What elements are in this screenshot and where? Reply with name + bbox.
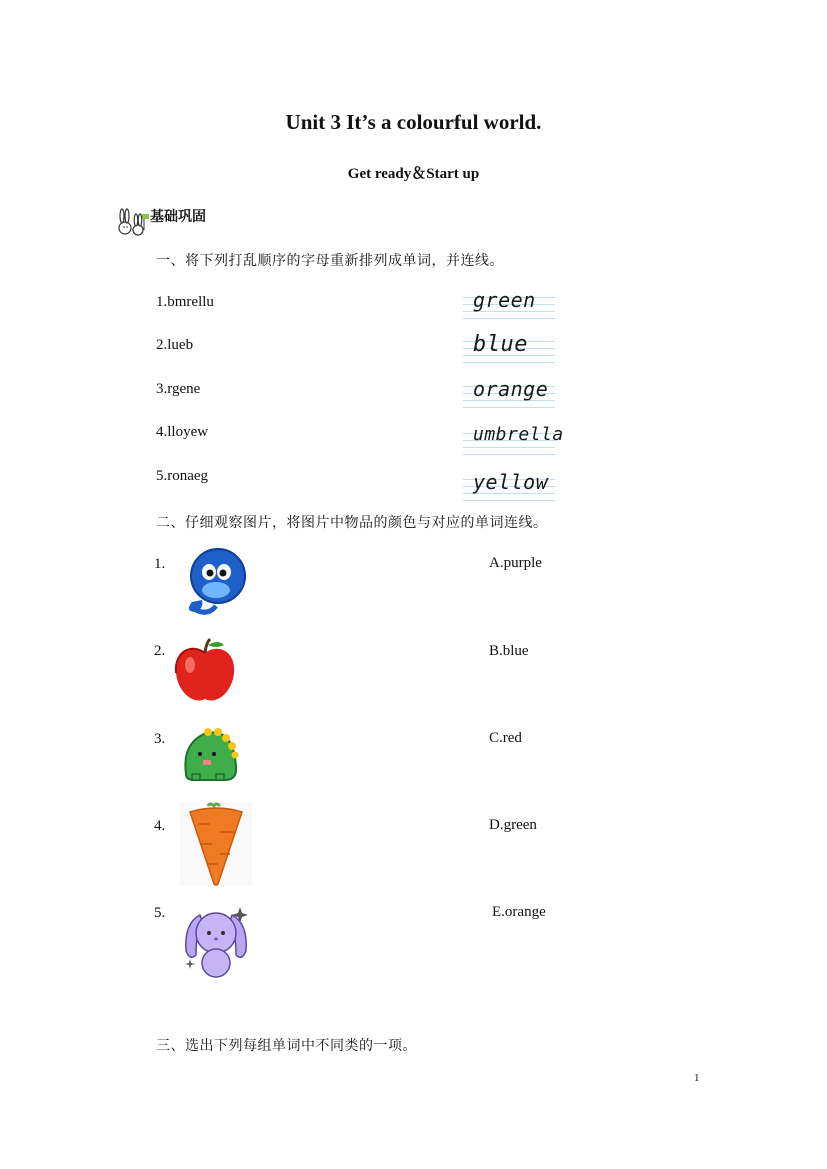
rabbits-icon xyxy=(116,206,150,238)
handwritten-word-card xyxy=(463,288,555,322)
q1-scrambled-word: 2.lueb xyxy=(156,337,194,353)
handwritten-word-card xyxy=(463,424,564,458)
q1-instruction: 一、将下列打乱顺序的字母重新排列成单词，并连线。 xyxy=(156,253,504,269)
apple-icon xyxy=(172,637,238,705)
q2-option: B.blue xyxy=(489,643,529,659)
section-label: 基础巩固 xyxy=(150,209,206,225)
handwritten-word: green xyxy=(473,288,536,312)
dinosaur-icon xyxy=(178,724,242,784)
q2-item-number: 2. xyxy=(154,643,166,659)
q1-scrambled-word: 1.bmrellu xyxy=(156,294,214,310)
lesson-subtitle: Get ready＆Start up xyxy=(347,166,480,182)
page-title: Unit 3 It’s a colourful world. xyxy=(285,110,542,134)
q1-scrambled-word: 5.ronaeg xyxy=(156,468,209,484)
q2-instruction: 二、仔细观察图片，将图片中物品的颜色与对应的单词连线。 xyxy=(156,515,548,531)
handwritten-word: orange xyxy=(473,377,549,401)
q2-item-number: 5. xyxy=(154,905,166,921)
q3-instruction: 三、选出下列每组单词中不同类的一项。 xyxy=(156,1038,417,1054)
q1-scrambled-word: 3.rgene xyxy=(156,381,201,397)
handwritten-word-card xyxy=(463,332,555,366)
whale-icon xyxy=(182,546,248,618)
q1-scrambled-word: 4.lloyew xyxy=(156,424,209,440)
q2-item-number: 4. xyxy=(154,818,166,834)
q2-item-number: 1. xyxy=(154,556,166,572)
q2-option: D.green xyxy=(489,817,537,833)
page-number: 1 xyxy=(694,1072,700,1084)
handwritten-word: blue xyxy=(473,332,528,357)
handwritten-word-card xyxy=(463,377,555,411)
q2-item-number: 3. xyxy=(154,731,166,747)
q2-option: E.orange xyxy=(492,904,546,920)
q2-option: A.purple xyxy=(489,555,542,571)
bunny-icon xyxy=(180,903,252,981)
carrot-icon xyxy=(180,802,252,886)
q2-option: C.red xyxy=(489,730,522,746)
handwritten-word: yellow xyxy=(473,470,549,494)
handwritten-word: umbrella xyxy=(473,424,564,445)
handwritten-word-card xyxy=(463,470,555,504)
